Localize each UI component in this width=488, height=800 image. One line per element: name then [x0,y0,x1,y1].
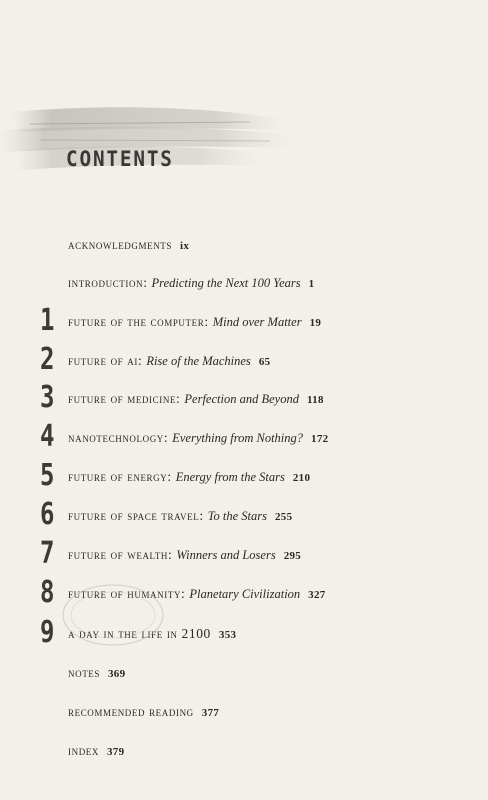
page-number: 295 [283,550,302,562]
chapter-number: 3 [40,380,55,415]
toc-entry [0,666,488,696]
toc-line [68,666,125,681]
toc-entry [0,342,488,384]
page-number: 210 [292,472,311,484]
chapter-number: 2 [40,342,55,377]
chapter-title: recommended reading [68,704,194,719]
chapter-title: future of ai: [68,353,143,368]
chapter-number: 5 [40,458,55,493]
toc-line [68,509,292,524]
chapter-subtitle: Planetary Civilization [189,587,301,601]
toc-entry [0,458,488,500]
chapter-title: future of wealth: [68,547,173,562]
chapter-title: future of energy: [68,469,172,484]
toc-line [68,431,328,446]
toc-entry [0,744,488,774]
chapter-title: acknowledgments [68,237,172,252]
toc-line [68,470,310,485]
chapter-number: 1 [40,303,55,338]
toc-line [68,315,321,330]
chapter-title: introduction: [68,275,148,290]
chapter-title: future of humanity: [68,586,186,601]
watermark-stamp [58,580,168,650]
toc-line [68,238,189,253]
page-number: 255 [274,511,293,523]
chapter-number: 9 [40,615,55,650]
chapter-number: 7 [40,536,55,571]
chapter-subtitle: Everything from Nothing? [172,431,304,445]
toc-entry [0,380,488,422]
toc-entry [0,238,488,268]
chapter-subtitle: Rise of the Machines [146,354,251,368]
page-number: 118 [306,394,324,406]
page-number: 65 [258,356,271,368]
toc-entry [0,419,488,461]
page-number: 327 [308,589,326,601]
chapter-subtitle: To the Stars [207,509,267,523]
chapter-title: nanotechnology: [68,430,169,445]
page-number: 172 [311,433,329,445]
chapter-number: 4 [40,419,55,454]
page-number: 353 [218,629,237,641]
toc-line [68,548,301,563]
toc-line [68,276,314,291]
chapter-number: 8 [40,575,55,610]
page-number: 369 [108,668,126,680]
chapter-title: future of space travel: [68,508,204,523]
toc-entry [0,705,488,735]
page-number: ix [180,240,190,252]
page-number: 377 [201,707,220,719]
toc-entry [0,497,488,539]
toc-entry [0,536,488,578]
page-number: 379 [107,746,125,758]
chapter-subtitle: Mind over Matter [212,315,302,329]
page-number: 1 [308,278,315,290]
contents-title: CONTENTS [66,147,174,171]
chapter-title: future of medicine: [68,391,181,406]
chapter-subtitle: Perfection and Beyond [184,392,299,406]
toc-line [68,392,324,407]
toc-line [68,354,270,369]
toc-entry [0,303,488,345]
chapter-title: notes [68,665,100,680]
chapter-title: index [68,743,99,758]
toc-line [68,744,124,759]
chapter-subtitle: Predicting the Next 100 Years [151,276,301,290]
chapter-title: a day in the life in 2100 [68,626,211,641]
toc-line [68,705,219,720]
page-number: 19 [309,317,322,329]
chapter-subtitle: Winners and Losers [176,548,276,562]
chapter-title: future of the computer: [68,314,209,329]
chapter-number: 6 [40,497,55,532]
chapter-subtitle: Energy from the Stars [175,470,285,484]
toc-entry [0,276,488,306]
